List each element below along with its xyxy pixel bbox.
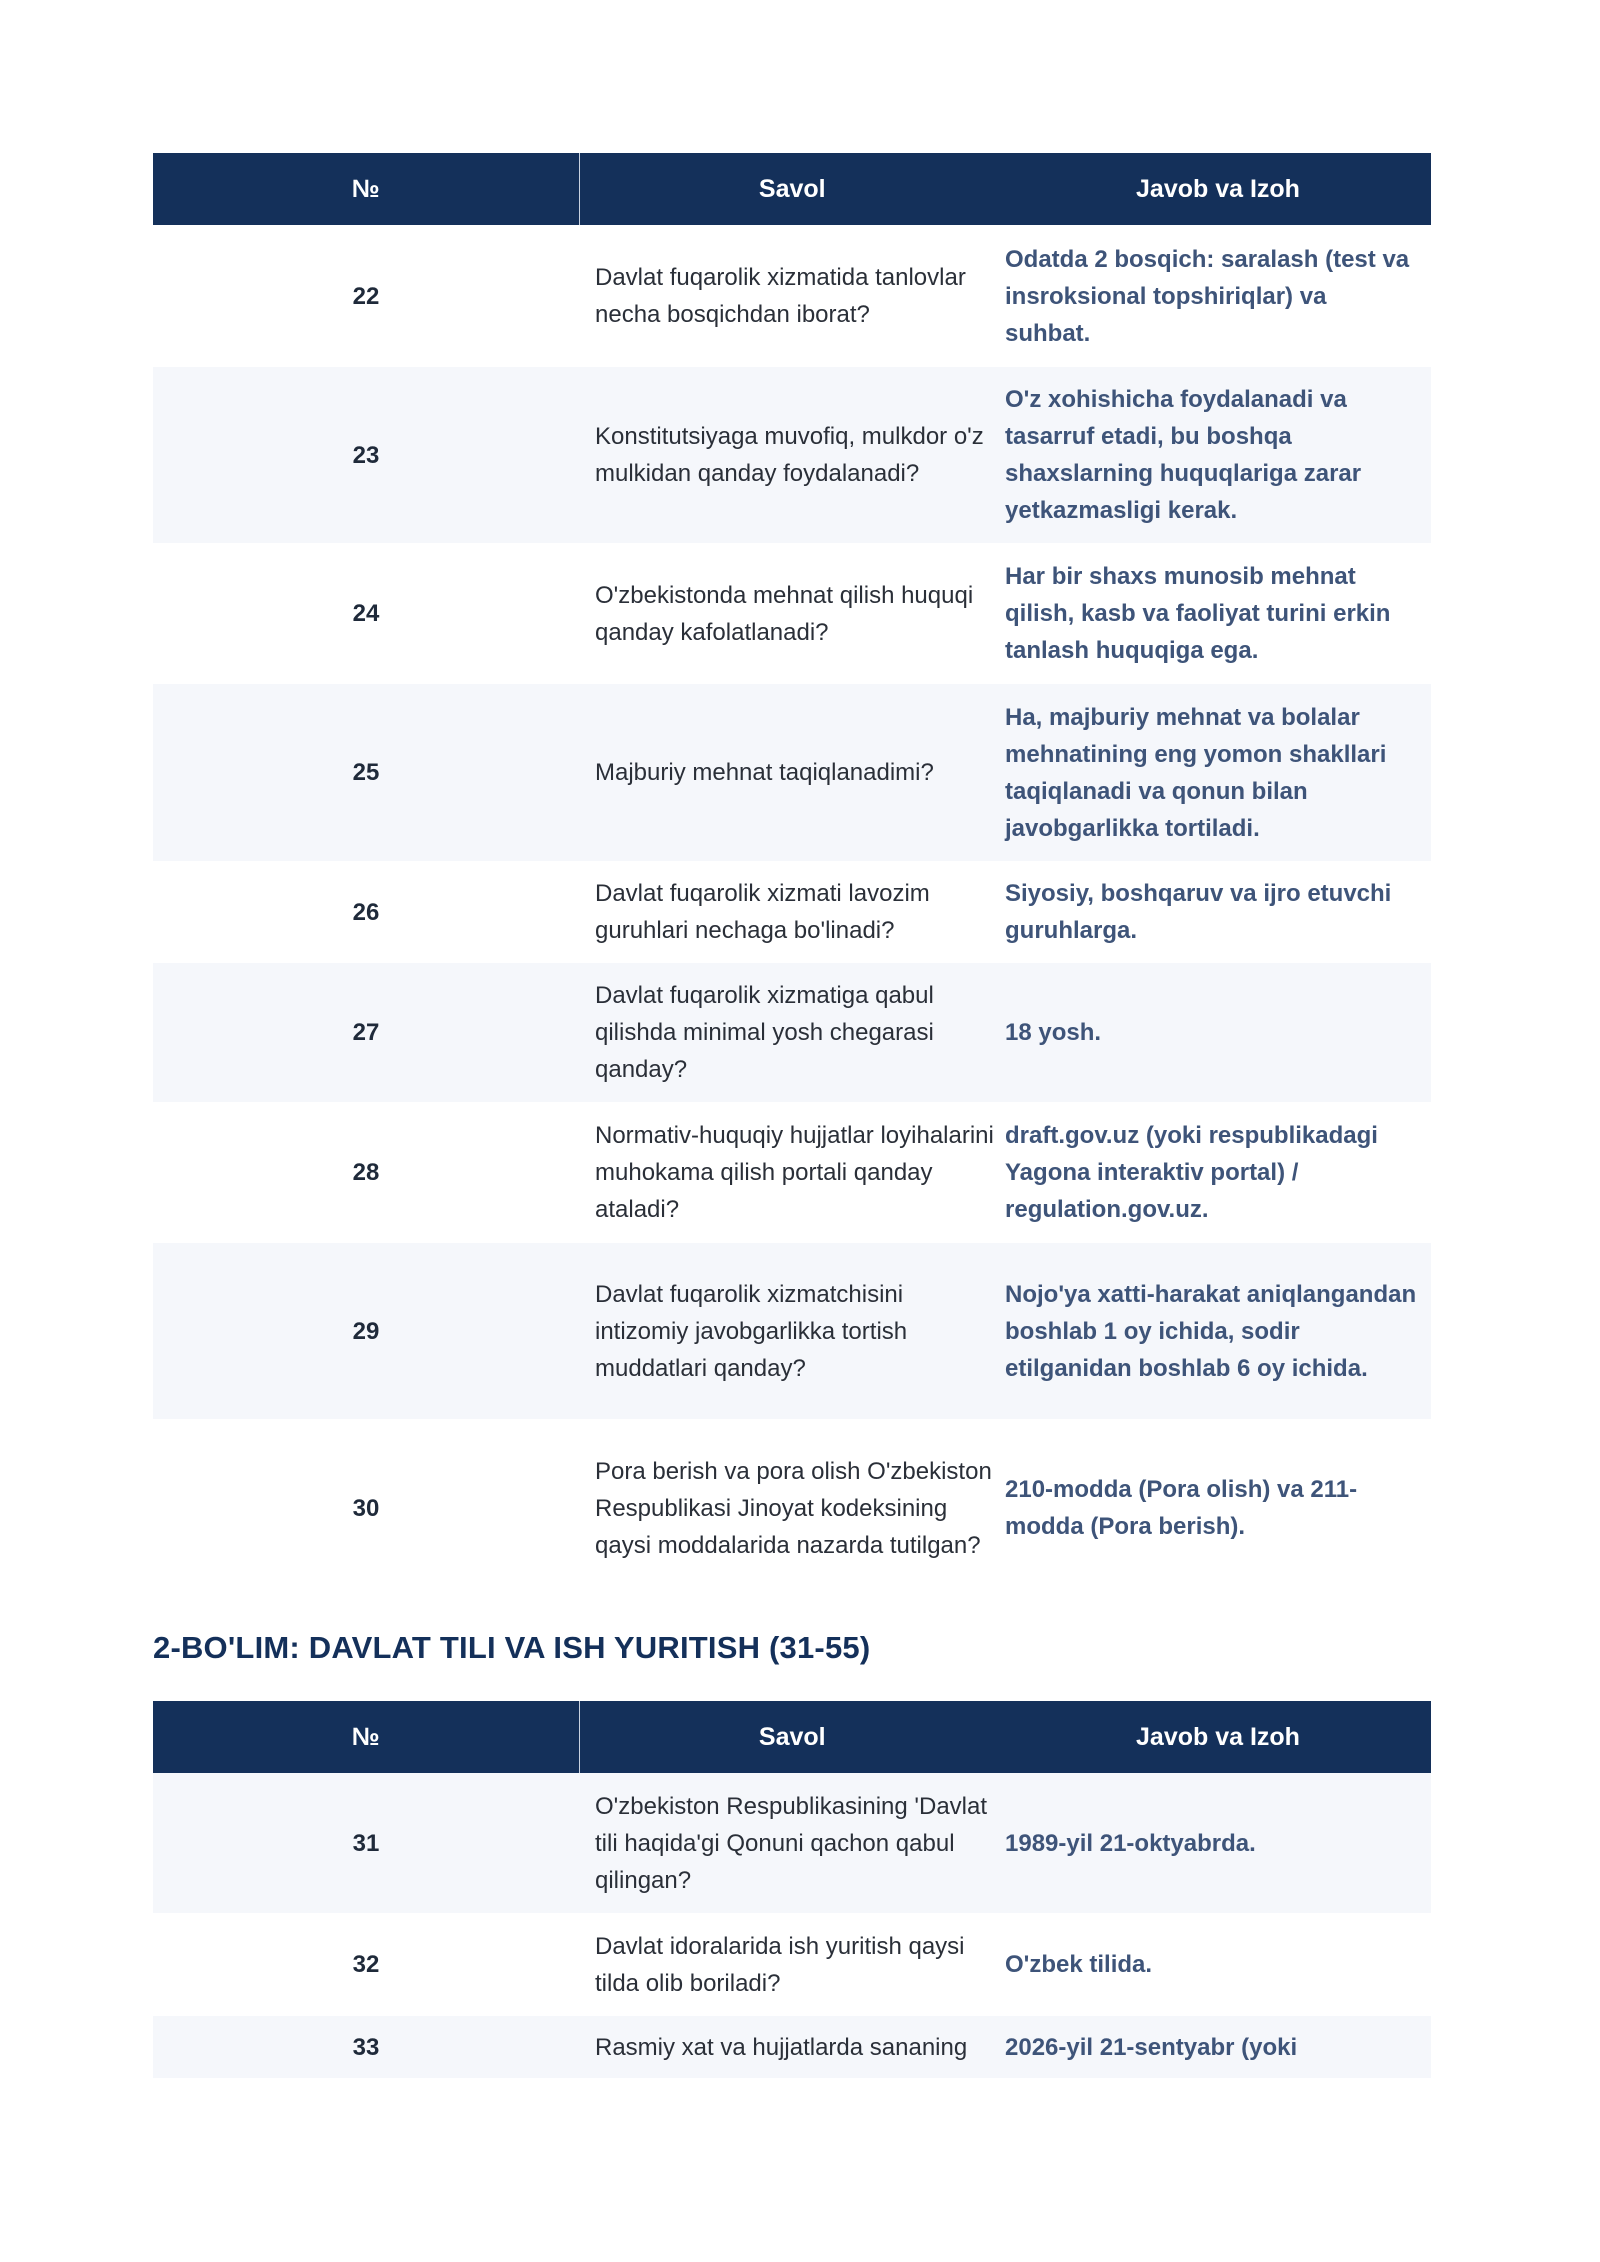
row-question: Davlat idoralarida ish yuritish qaysi tilda olib boriladi? (595, 1932, 965, 1997)
row-answer: 2026-yil 21-sentyabr (yoki (1005, 2016, 1431, 2078)
row-answer: Ha, majburiy mehnat va bolalar mehnatining eng yomon shakllari taqiqlanadi va qonun bilan javobgarlikka tortiladi. (1005, 684, 1431, 861)
row-question: Konstitutsiyaga muvofiq, mulkdor o'z mulkidan qanday foydalanadi? (579, 367, 1005, 543)
table-header (153, 1701, 1431, 1773)
row-number: 32 (352, 1951, 380, 1978)
row-question: Davlat fuqarolik xizmatiga qabul qilishda minimal yosh chegarasi qanday? (579, 963, 1005, 1102)
table-row (153, 1243, 1431, 1419)
row-number: 26 (352, 898, 380, 926)
row-answer: Har bir shaxs munosib mehnat qilish, kasb va faoliyat turini erkin tanlash huquqiga ega. (1005, 563, 1391, 664)
qa-table-section-2 (153, 1701, 1431, 2078)
table-row (153, 861, 1431, 963)
row-number: 28 (352, 1159, 380, 1186)
row-question: Davlat fuqarolik xizmati lavozim guruhlari nechaga bo'linadi? (595, 880, 930, 944)
row-number: 22 (352, 282, 380, 310)
table-row (153, 684, 1431, 861)
qa-table-section-1 (153, 153, 1431, 1597)
row-question: Pora berish va pora olish O'zbekiston Respublikasi Jinoyat kodeksining qaysi moddalarida nazarda tutilgan? (595, 1457, 992, 1559)
table-row (153, 225, 1431, 367)
row-answer: 210-modda (Pora olish) va 211-modda (Pora berish). (1005, 1476, 1358, 1540)
table-row (153, 543, 1431, 684)
table-row (153, 1913, 1431, 2016)
table-row (153, 963, 1431, 1102)
row-question: Davlat fuqarolik xizmatchisini intizomiy javobgarlikka tortish muddatlari qanday? (579, 1243, 1005, 1419)
header-answer: Javob va Izoh (1005, 1701, 1431, 1773)
row-question: Normativ-huquqiy hujjatlar loyihalarini muhokama qilish portali qanday ataladi? (595, 1122, 994, 1223)
row-question: O'zbekistonda mehnat qilish huquqi qanday kafolatlanadi? (595, 581, 974, 646)
row-question: Rasmiy xat va hujjatlarda sananing (579, 2016, 1005, 2078)
header-number: № (153, 1701, 579, 1773)
row-number: 31 (153, 1773, 579, 1913)
row-number: 25 (153, 684, 579, 861)
row-number: 23 (153, 367, 579, 543)
table-row (153, 1773, 1431, 1913)
row-number: 27 (153, 963, 579, 1102)
row-answer: O'zbek tilida. (1005, 1951, 1153, 1978)
row-question: Majburiy mehnat taqiqlanadimi? (579, 684, 1005, 861)
row-number: 33 (153, 2016, 579, 2078)
table-row (153, 1102, 1431, 1243)
row-answer: Nojo'ya xatti-harakat aniqlangandan boshlab 1 oy ichida, sodir etilganidan boshlab 6 oy ichida. (1005, 1243, 1431, 1419)
row-number: 24 (352, 600, 380, 627)
row-answer: 18 yosh. (1005, 963, 1431, 1102)
row-question: Davlat fuqarolik xizmatida tanlovlar necha bosqichdan iborat? (595, 264, 966, 328)
table-row (153, 1419, 1431, 1597)
table-row (153, 367, 1431, 543)
row-question: O'zbekiston Respublikasining 'Davlat tili haqida'gi Qonuni qachon qabul qilingan? (579, 1773, 1005, 1913)
row-number: 30 (352, 1494, 380, 1522)
section-heading: 2-BO'LIM: DAVLAT TILI VA ISH YURITISH (31-55) (153, 1630, 871, 1665)
header-answer: Javob va Izoh (1005, 153, 1431, 225)
header-question: Savol (579, 1701, 1005, 1773)
row-answer: Odatda 2 bosqich: saralash (test va insroksional topshiriqlar) va suhbat. (1005, 245, 1410, 347)
table-row (153, 2016, 1431, 2078)
header-question: Savol (579, 153, 1005, 225)
row-answer: draft.gov.uz (yoki respublikadagi Yagona interaktiv portal) / regulation.gov.uz. (1005, 1122, 1378, 1223)
header-number: № (153, 153, 579, 225)
row-answer: 1989-yil 21-oktyabrda. (1005, 1773, 1431, 1913)
row-answer: O'z xohishicha foydalanadi va tasarruf etadi, bu boshqa shaxslarning huquqlariga zarar yetkazmasligi kerak. (1005, 367, 1431, 543)
row-number: 29 (153, 1243, 579, 1419)
row-answer: Siyosiy, boshqaruv va ijro etuvchi guruhlarga. (1005, 880, 1392, 944)
table-header (153, 153, 1431, 225)
